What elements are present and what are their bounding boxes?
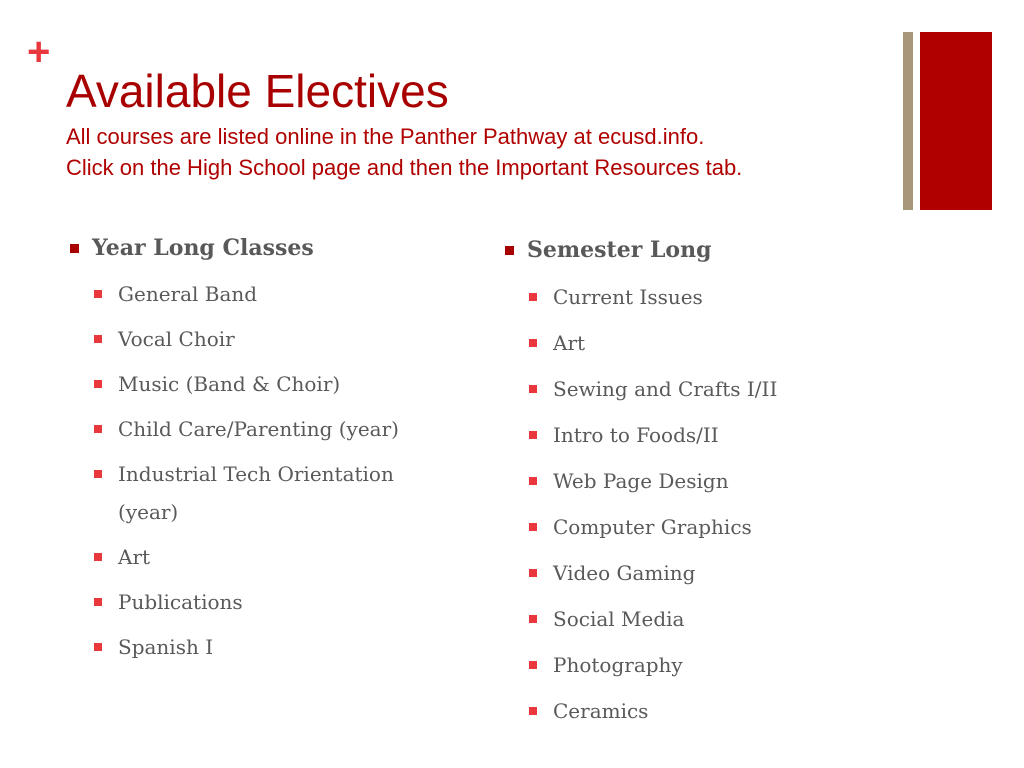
square-bullet-icon <box>529 523 537 531</box>
list-item <box>505 278 905 316</box>
subtitle-line: Click on the High School page and then the Important Resources tab. <box>66 155 743 180</box>
square-bullet-icon <box>94 290 102 298</box>
square-bullet-icon <box>94 380 102 388</box>
list-item <box>70 320 490 358</box>
course-name: Current Issues <box>553 285 703 309</box>
square-bullet-icon <box>529 339 537 347</box>
list-item <box>70 583 490 621</box>
course-name: Social Media <box>553 607 685 631</box>
list-item <box>70 455 490 531</box>
list-item <box>505 692 905 730</box>
list-item <box>505 324 905 362</box>
course-name: Photography <box>553 653 683 677</box>
course-name: Intro to Foods/II <box>553 423 719 447</box>
course-name-continued: (year) <box>118 500 179 524</box>
column-heading-label: Semester Long <box>527 237 712 263</box>
list-item <box>505 646 905 684</box>
square-bullet-icon <box>529 615 537 623</box>
square-bullet-icon <box>529 293 537 301</box>
course-name: Web Page Design <box>553 469 729 493</box>
course-name: Art <box>553 331 586 355</box>
square-bullet-icon <box>94 470 102 478</box>
course-name: Ceramics <box>553 699 649 723</box>
slide-title: Available Electives <box>66 65 449 117</box>
decorative-bar-red <box>920 32 992 210</box>
course-name: Child Care/Parenting (year) <box>118 417 399 441</box>
list-item <box>505 508 905 546</box>
slide-subtitle <box>66 121 742 183</box>
list-item <box>70 275 490 313</box>
square-bullet-icon <box>94 335 102 343</box>
course-name: Publications <box>118 590 243 614</box>
square-bullet-icon <box>94 598 102 606</box>
square-bullet-icon <box>529 431 537 439</box>
course-list <box>505 278 905 730</box>
square-bullet-icon <box>70 244 79 253</box>
course-list <box>70 275 490 666</box>
plus-icon: + <box>27 30 51 74</box>
column-heading-label: Year Long Classes <box>92 235 314 261</box>
course-name: Vocal Choir <box>118 327 235 351</box>
square-bullet-icon <box>529 707 537 715</box>
list-item <box>505 600 905 638</box>
course-name: Art <box>118 545 151 569</box>
course-name: Industrial Tech Orientation <box>118 462 394 486</box>
square-bullet-icon <box>529 661 537 669</box>
square-bullet-icon <box>94 643 102 651</box>
list-item <box>70 538 490 576</box>
semester-long-column <box>505 230 905 730</box>
year-long-column <box>70 228 490 666</box>
list-item <box>505 462 905 500</box>
course-name: Sewing and Crafts I/II <box>553 377 778 401</box>
square-bullet-icon <box>529 477 537 485</box>
square-bullet-icon <box>505 246 514 255</box>
course-name: General Band <box>118 282 258 306</box>
course-name: Music (Band & Choir) <box>118 372 341 396</box>
list-item <box>505 416 905 454</box>
course-name: Spanish I <box>118 635 214 659</box>
square-bullet-icon <box>529 385 537 393</box>
list-item <box>505 370 905 408</box>
list-item <box>70 410 490 448</box>
list-item <box>70 365 490 403</box>
course-name: Video Gaming <box>553 561 696 585</box>
square-bullet-icon <box>94 553 102 561</box>
list-item <box>505 554 905 592</box>
list-item <box>70 628 490 666</box>
decorative-bar-tan <box>903 32 913 210</box>
column-heading <box>70 228 490 268</box>
subtitle-line: All courses are listed online in the Panther Pathway at ecusd.info. <box>66 124 705 149</box>
column-heading <box>505 230 905 270</box>
square-bullet-icon <box>94 425 102 433</box>
square-bullet-icon <box>529 569 537 577</box>
course-name: Computer Graphics <box>553 515 752 539</box>
